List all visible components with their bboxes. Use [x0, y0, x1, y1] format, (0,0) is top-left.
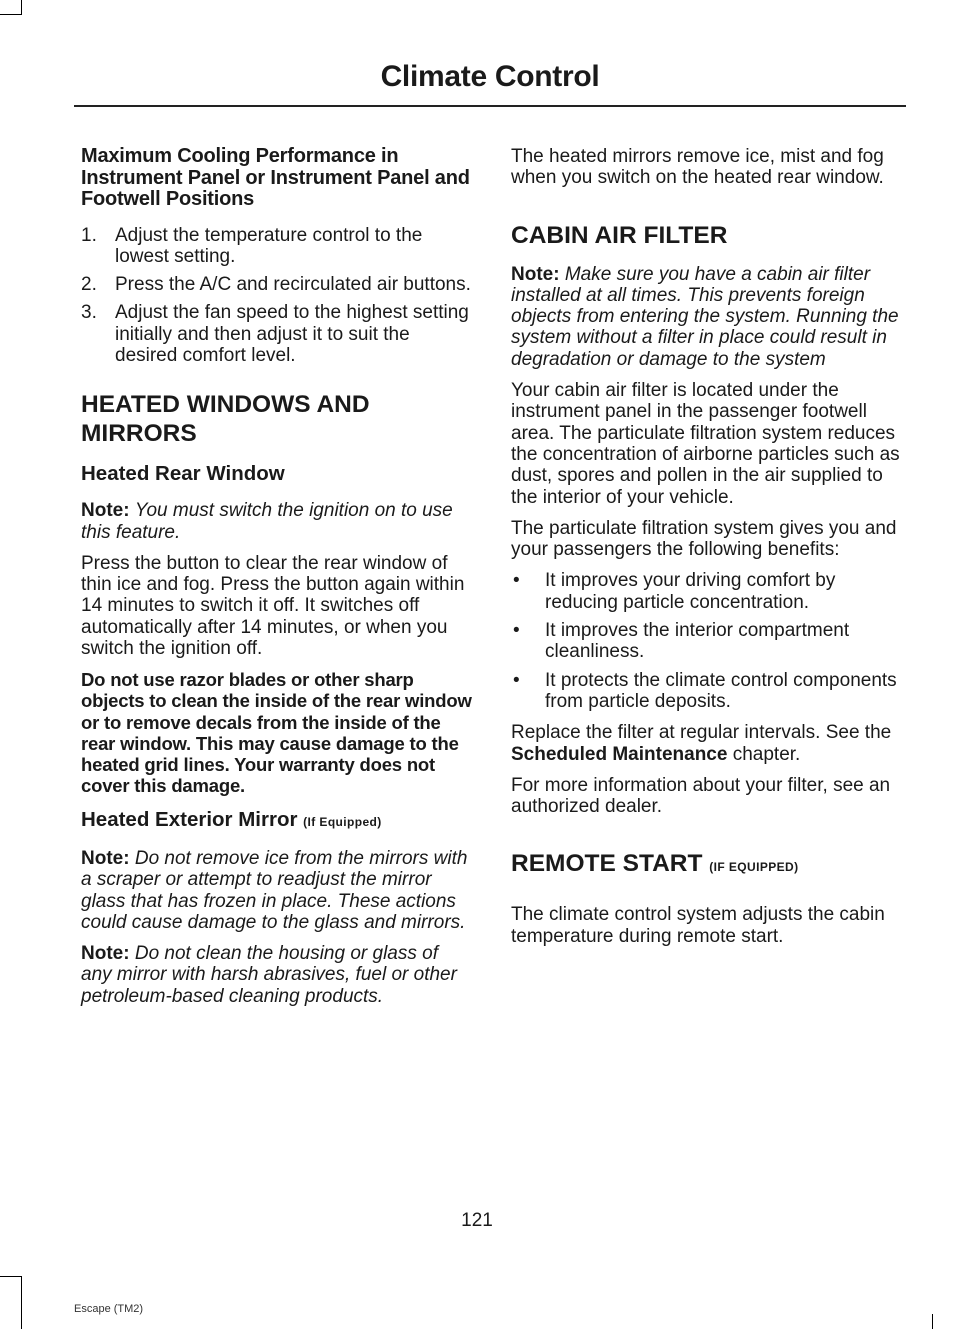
remote-start-heading: REMOTE START (IF EQUIPPED)	[511, 850, 799, 878]
page-number: 121	[461, 1210, 493, 1231]
heated-windows-heading: HEATED WINDOWS AND MIRRORS	[81, 391, 370, 448]
list-item: 3. Adjust the fan speed to the highest setting initially and then adjust it to suit the desired comfort level.	[81, 302, 469, 366]
mirror-note-1: Note: Do not remove ice from the mirrors with a scraper or attempt to readjust the mirror glass that has frozen in place. These actions could cause damage to the glass and mirrors.	[81, 847, 468, 933]
left-column	[81, 146, 473, 1017]
heated-rear-window-heading: Heated Rear Window	[81, 462, 285, 486]
benefits-intro: The particulate filtration system gives you and your passengers the following benefits:	[511, 517, 897, 561]
crop-mark	[21, 0, 22, 15]
if-equipped-tag: (If Equipped)	[303, 814, 382, 829]
crop-mark	[21, 1276, 22, 1329]
more-info-text: For more information about your filter, see an authorized dealer.	[511, 774, 891, 818]
mirrors-intro: The heated mirrors remove ice, mist and fog when you switch on the heated rear window.	[511, 146, 884, 189]
footer-model: Escape (TM2)	[74, 1303, 144, 1315]
if-equipped-tag: (IF EQUIPPED)	[709, 860, 799, 875]
header-divider	[74, 105, 906, 107]
rear-window-body: Press the button to clear the rear window of thin ice and fog. Press the button again within 14 minutes to switch it off. It switches off automatically after 14 minutes, or when you switch the ignition off.	[81, 552, 465, 660]
cabin-filter-note: Note: Make sure you have a cabin air filter installed at all times. This prevents foreign objects from entering the system. Running the system without a filter in place could result in degradation or damage to the system	[511, 263, 899, 370]
rear-window-note: Note: You must switch the ignition on to use this feature.	[81, 500, 453, 543]
mirror-note-2: Note: Do not clean the housing or glass of any mirror with harsh abrasives, fuel or other petroleum-based cleaning products.	[81, 943, 457, 1007]
list-item: • It improves your driving comfort by reducing particle concentration.	[513, 570, 836, 613]
cooling-steps-list	[81, 225, 473, 367]
list-item: • It improves the interior compartment cleanliness.	[513, 620, 850, 663]
remote-start-body: The climate control system adjusts the cabin temperature during remote start.	[511, 904, 885, 947]
list-item: 2. Press the A/C and recirculated air buttons.	[81, 274, 471, 296]
benefits-list	[511, 570, 903, 712]
heated-mirror-heading: Heated Exterior Mirror (If Equipped)	[81, 807, 382, 831]
cabin-filter-location: Your cabin air filter is located under the instrument panel in the passenger footwell area. The particulate filtration system reduces the concentration of airborne particles such as dust, spores and pollen in the air supplied to the interior of your vehicle.	[511, 380, 900, 508]
page-title: Climate Control	[380, 60, 600, 93]
replace-filter-text: Replace the filter at regular intervals. See the Scheduled Maintenance chapter.	[511, 722, 892, 765]
right-column	[511, 146, 903, 957]
scheduled-maintenance-reference: Scheduled Maintenance	[511, 743, 728, 765]
crop-mark	[0, 14, 22, 15]
cabin-air-filter-heading: CABIN AIR FILTER	[511, 221, 728, 249]
crop-mark	[932, 1314, 933, 1329]
rear-window-warning: Do not use razor blades or other sharp objects to clean the inside of the rear window or to remove decals from the inside of the rear window. This may cause damage to the heated grid lines. Your warranty does not cover this damage.	[81, 669, 472, 796]
cooling-heading: Maximum Cooling Performance in Instrument Panel or Instrument Panel and Footwell Positions	[81, 145, 470, 210]
crop-mark	[0, 1276, 22, 1277]
list-item: • It protects the climate control components from particle deposits.	[513, 669, 897, 712]
list-item: 1. Adjust the temperature control to the lowest setting.	[81, 224, 423, 267]
